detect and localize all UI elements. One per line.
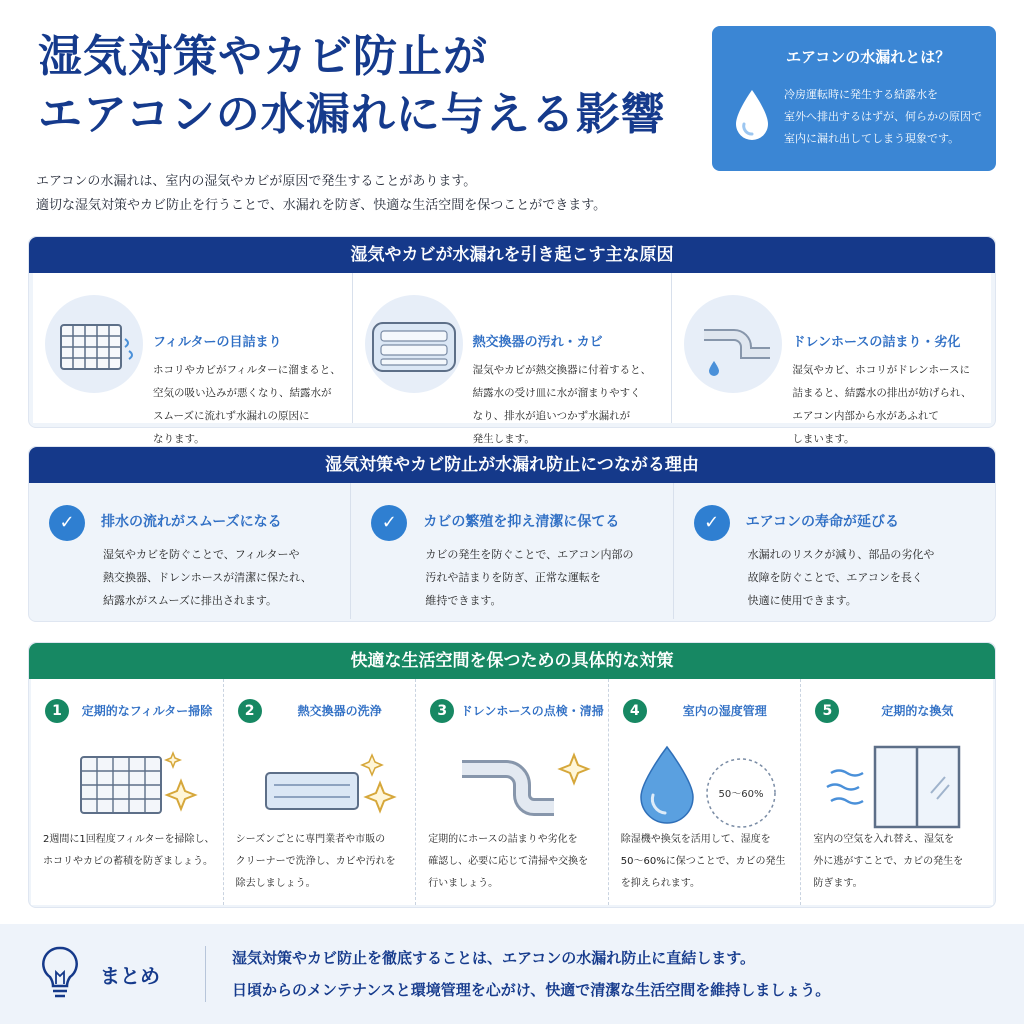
definition-callout xyxy=(712,26,996,171)
check-icon: ✓ xyxy=(694,505,730,541)
callout-heading: エアコンの水漏れとは？ xyxy=(786,48,951,66)
check-icon: ✓ xyxy=(49,505,85,541)
reason-line: 結露水がスムーズに排出されます。 xyxy=(103,594,278,607)
step-number: 5 xyxy=(815,699,839,723)
reason-title: エアコンの寿命が延びる xyxy=(745,514,899,530)
cause-line: 湿気やカビ、ホコリがドレンホースに xyxy=(792,364,970,376)
reasons-header: 湿気対策やカビ防止が水漏れ防止につながる理由 xyxy=(29,447,995,483)
reason-line: 快適に使用できます。 xyxy=(747,594,857,607)
cause-line: 詰まると、結露水の排出が妨げられ、 xyxy=(792,387,972,399)
measure-line: クリーナーで洗浄し、カビや汚れを xyxy=(235,856,396,867)
step-number: 4 xyxy=(623,699,647,723)
page-title-line1: 湿気対策やカビ防止が xyxy=(38,31,488,82)
humidity-gauge-label: 50〜60% xyxy=(718,789,764,800)
measures-header: 快適な生活空間を保つための具体的な対策 xyxy=(29,643,995,679)
page-title xyxy=(38,28,718,144)
reason-line: 故障を防ぐことで、エアコンを長く xyxy=(747,571,923,584)
cause-card-filter xyxy=(33,273,353,445)
reason-title: 排水の流れがスムーズになる xyxy=(101,514,282,530)
step-number: 2 xyxy=(238,699,262,723)
measure-text xyxy=(621,829,801,895)
summary-text xyxy=(232,942,830,1006)
measure-card-1 xyxy=(31,679,224,905)
cause-line: ホコリやカビがフィルターに溜まると、 xyxy=(153,364,341,376)
reason-line: 汚れや詰まりを防ぎ、正常な運転を xyxy=(425,571,601,584)
measure-text xyxy=(43,829,223,873)
summary-section xyxy=(0,924,1024,1024)
reason-card xyxy=(674,483,995,619)
filter-icon xyxy=(45,295,143,393)
measure-text xyxy=(428,829,608,895)
summary-label: まとめ xyxy=(100,964,160,988)
measure-card-5 xyxy=(801,679,993,905)
intro-line1: エアコンの水漏れは、室内の湿気やカビが原因で発生することがあります。 xyxy=(36,174,477,189)
cause-title: ドレンホースの詰まり・劣化 xyxy=(792,335,961,350)
measure-title: 定期的なフィルター掃除 xyxy=(81,704,213,718)
measure-line: 確認し、必要に応じて清掃や交換を xyxy=(428,856,589,867)
causes-header: 湿気やカビが水漏れを引き起こす主な原因 xyxy=(29,237,995,273)
lightbulb-icon xyxy=(38,944,82,1002)
cause-title: フィルターの目詰まり xyxy=(153,335,282,350)
measure-text xyxy=(236,829,416,895)
measure-line: 外に逃がすことで、カビの発生を xyxy=(813,856,964,867)
check-icon: ✓ xyxy=(371,505,407,541)
step-number: 3 xyxy=(430,699,454,723)
cause-line: スムーズに流れず水漏れの原因に xyxy=(153,410,310,422)
measure-line: 室内の空気を入れ替え、湿気を xyxy=(813,834,954,845)
cause-line: 空気の吸い込みが悪くなり、結露水が xyxy=(153,387,332,399)
measure-line: 行いましょう。 xyxy=(428,878,499,889)
cause-line: エアコン内部から水があふれて xyxy=(792,410,939,422)
callout-line1: 冷房運転時に発生する結露水を xyxy=(784,88,938,101)
summary-line2: 日頃からのメンテナンスと環境管理を心がけ、快適で清潔な生活空間を維持しましょう。 xyxy=(232,981,831,999)
cause-line: なります。 xyxy=(153,433,205,445)
summary-line1: 湿気対策やカビ防止を徹底することは、エアコンの水漏れ防止に直結します。 xyxy=(232,949,756,967)
reason-line: 水漏れのリスクが減り、部品の劣化や xyxy=(747,548,935,561)
cause-text xyxy=(473,359,663,451)
reason-line: 熱交換器、ドレンホースが清潔に保たれ、 xyxy=(103,571,312,584)
measure-card-2 xyxy=(224,679,417,905)
causes-section xyxy=(28,236,996,445)
measure-line: 50〜60%に保つことで、カビの発生 xyxy=(620,856,786,867)
cause-line: しまいます。 xyxy=(792,433,855,445)
water-drop-icon xyxy=(732,88,772,144)
measure-line: シーズンごとに専門業者や市販の xyxy=(235,834,386,845)
reason-line: 維持できます。 xyxy=(425,594,502,607)
measure-line: 除湿機や換気を活用して、湿度を xyxy=(620,834,771,845)
measures-section xyxy=(28,642,996,908)
callout-text xyxy=(784,84,984,150)
reason-line: カビの発生を防ぐことで、エアコン内部の xyxy=(425,548,634,561)
measure-card-4 xyxy=(609,679,802,905)
reason-line: 湿気やカビを防ぐことで、フィルターや xyxy=(103,548,300,561)
intro-text xyxy=(36,170,696,218)
cause-card-drain-hose xyxy=(672,273,991,445)
measure-line: を抑えられます。 xyxy=(620,878,700,889)
measure-line: ホコリやカビの蓄積を防ぎましょう。 xyxy=(43,856,213,867)
measure-title: ドレンホースの点検・清掃 xyxy=(460,704,604,718)
measure-line: 定期的にホースの詰まりや劣化を xyxy=(428,834,578,845)
measure-title: 室内の湿度管理 xyxy=(682,704,767,718)
drain-hose-icon xyxy=(684,295,782,393)
measure-line: 防ぎます。 xyxy=(813,878,863,889)
measure-title: 定期的な換気 xyxy=(881,704,954,718)
reason-text xyxy=(103,543,343,612)
measure-line: 除去しましょう。 xyxy=(235,878,316,889)
cause-text xyxy=(153,359,343,451)
intro-line2: 適切な湿気対策やカビ防止を行うことで、水漏れを防ぎ、快適な生活空間を保つことができます。 xyxy=(36,198,607,213)
cause-line: 結露水の受け皿に水が溜まりやすく xyxy=(472,387,641,399)
cause-card-heat-exchanger xyxy=(353,273,673,445)
measure-text xyxy=(813,829,993,895)
reasons-section xyxy=(28,446,996,622)
summary-divider xyxy=(205,946,206,1002)
cause-line: 湿気やカビが熱交換器に付着すると、 xyxy=(472,364,652,376)
heat-exchanger-icon xyxy=(365,295,463,393)
reason-card xyxy=(29,483,351,619)
cause-text xyxy=(792,359,982,451)
callout-line3: 室内に漏れ出してしまう現象です。 xyxy=(784,132,960,145)
callout-line2: 室外へ排出するはずが、何らかの原因で xyxy=(784,110,982,123)
reason-text xyxy=(748,543,988,612)
step-number: 1 xyxy=(45,699,69,723)
reason-text xyxy=(425,543,665,612)
cause-line: なり、排水が追いつかず水漏れが xyxy=(472,410,631,422)
measure-line: 2週間に1回程度フィルターを掃除し、 xyxy=(43,834,215,845)
reason-card xyxy=(351,483,673,619)
cause-title: 熱交換器の汚れ・カビ xyxy=(472,335,603,350)
reason-title: カビの繁殖を抑え清潔に保てる xyxy=(423,514,620,530)
cause-line: 発生します。 xyxy=(472,433,535,445)
page-title-line2: エアコンの水漏れに与える影響 xyxy=(38,89,666,140)
measure-card-3 xyxy=(416,679,609,905)
measure-title: 熱交換器の洗浄 xyxy=(297,704,382,718)
